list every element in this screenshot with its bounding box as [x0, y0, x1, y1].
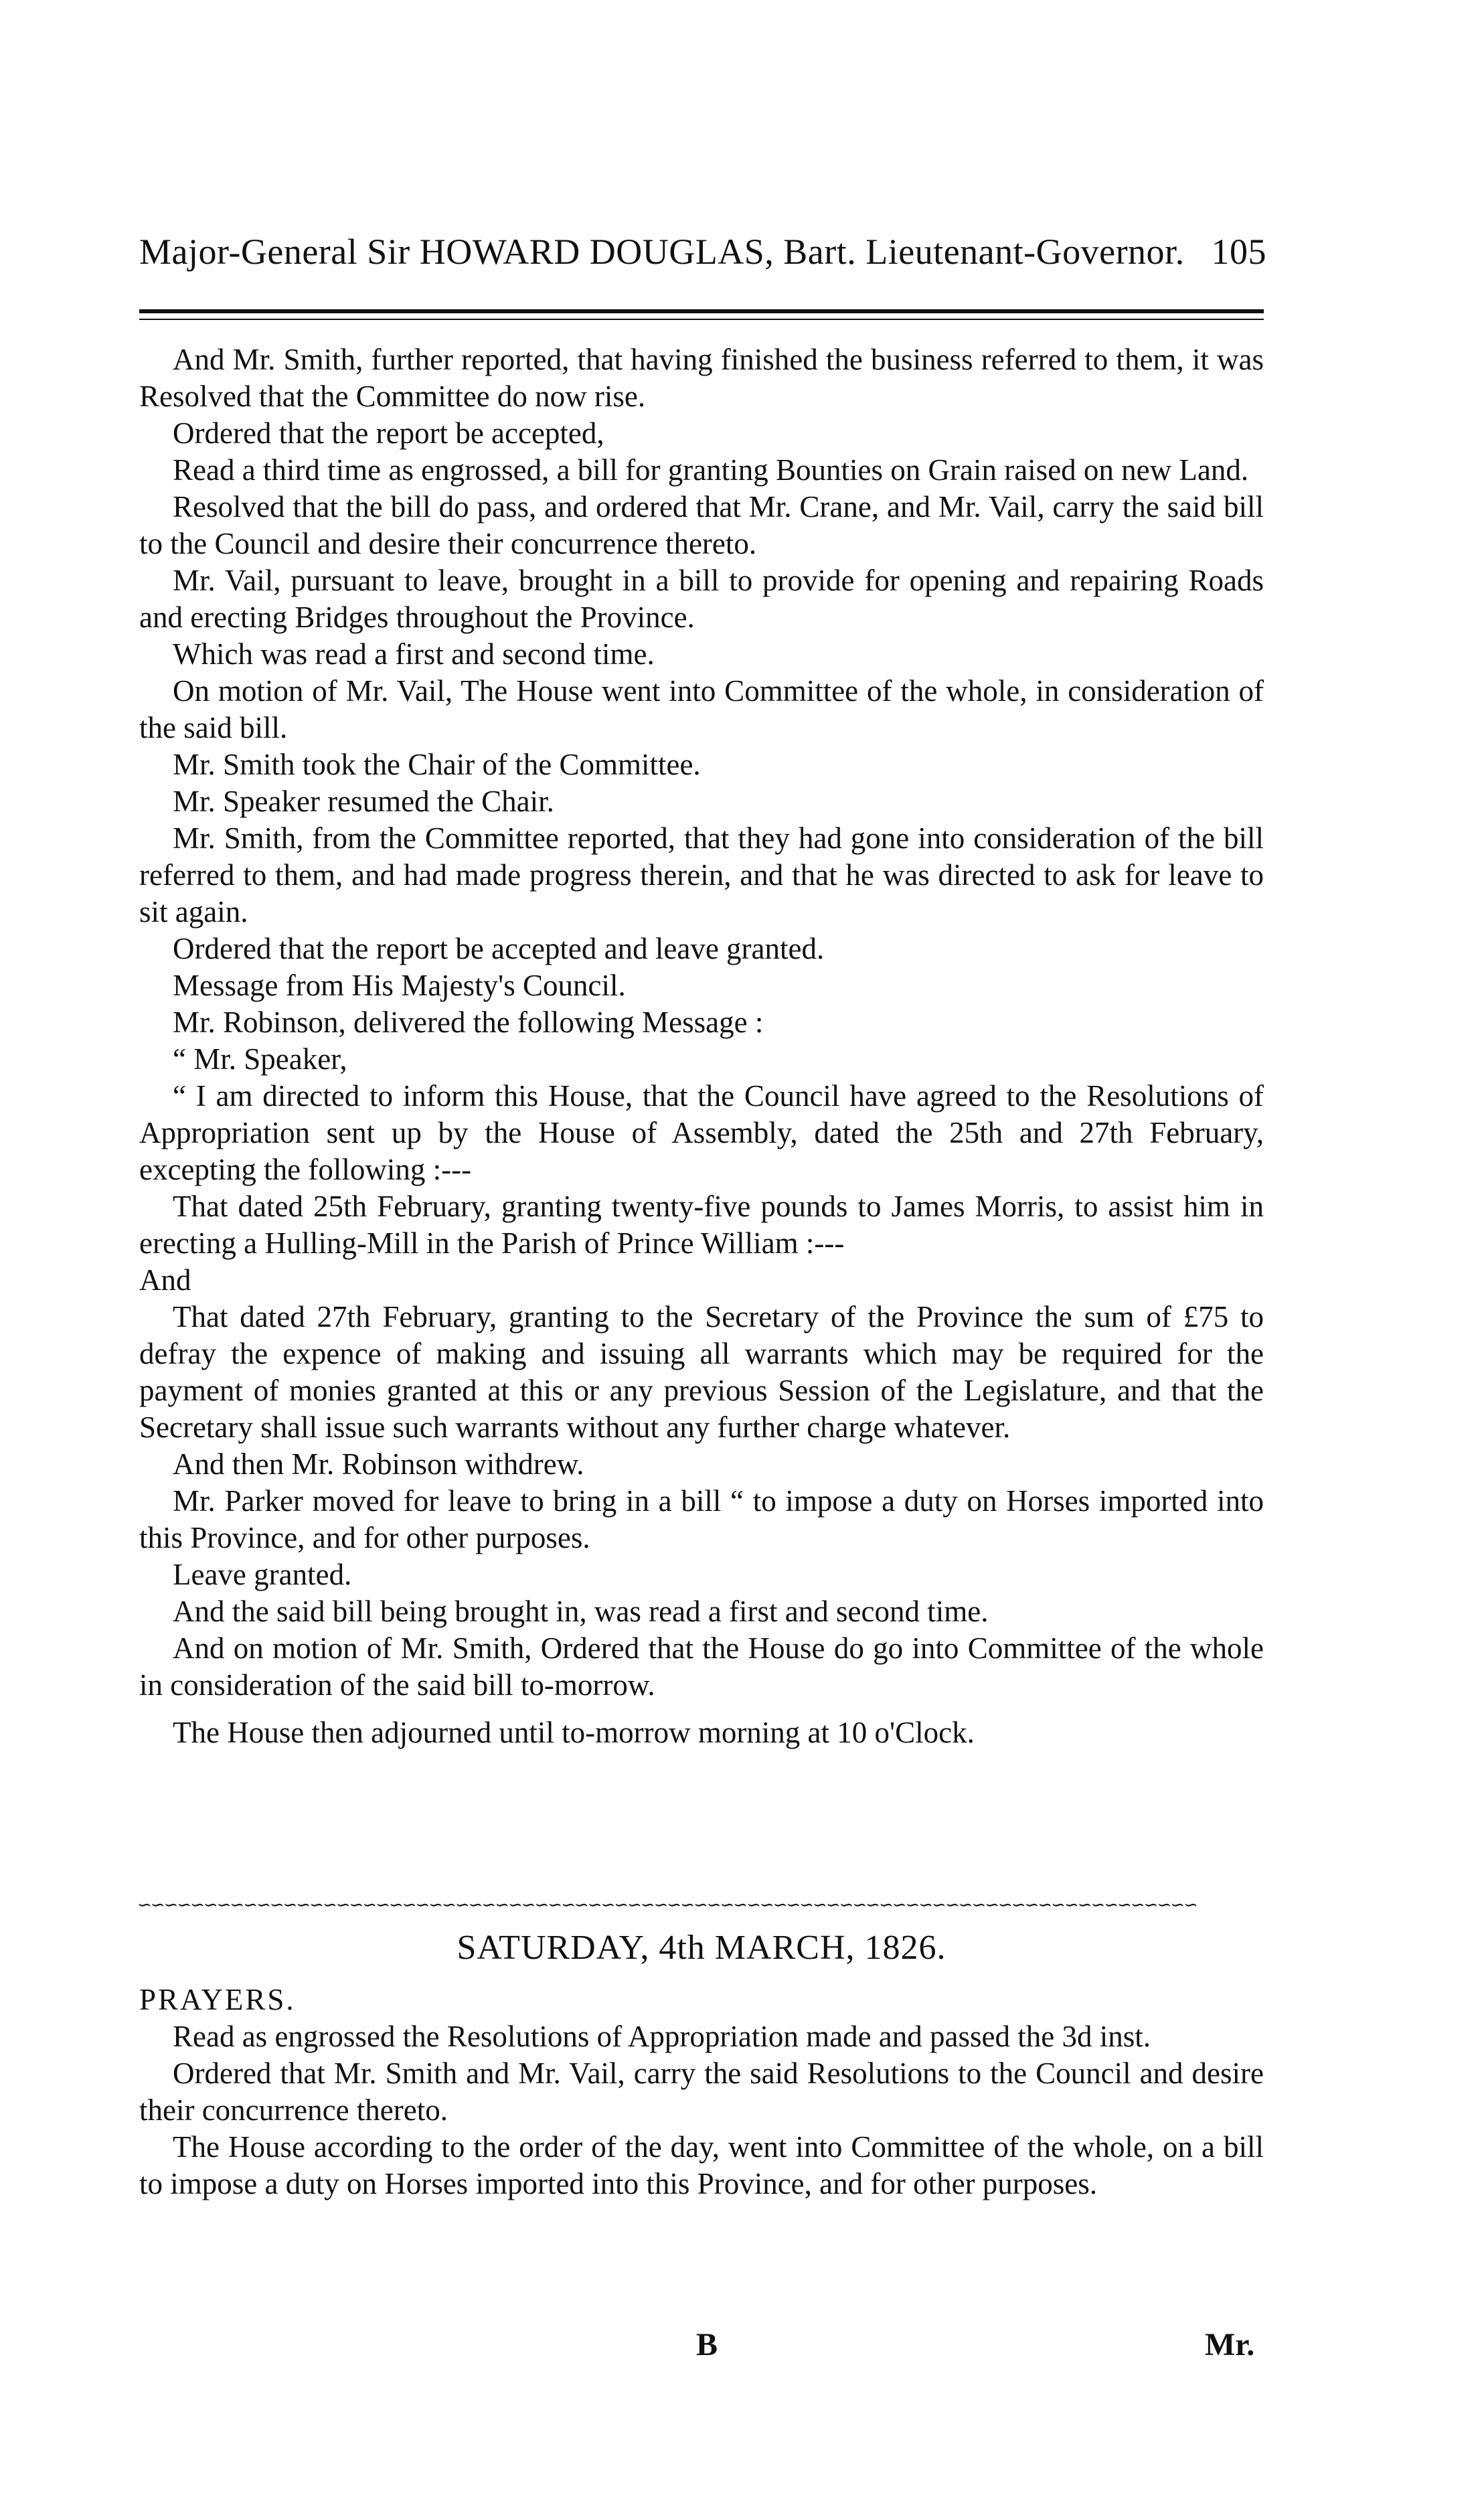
paragraph: Message from His Majesty's Council.: [173, 969, 626, 1002]
paragraph: Read as engrossed the Resolutions of Appropriation made and passed the 3d inst.: [173, 2020, 1151, 2053]
adjournment-paragraph: The House then adjourned until to-morrow morning at 10 o'Clock.: [173, 1716, 975, 1749]
paragraph: “ I am directed to inform this House, that the Council have agreed to the Resolutions of Appropriation sent up by the House of Assembly, dated the 25th and 27th February, excepting the following :---: [139, 1079, 1264, 1186]
header-rule-thick: [139, 309, 1264, 313]
paragraph: Mr. Speaker resumed the Chair.: [173, 785, 554, 818]
paragraph: Mr. Vail, pursuant to leave, brought in a bill to provide for opening and repairing Roads and erecting Bridges throughout the Province.: [139, 564, 1264, 634]
running-head: [139, 231, 1264, 272]
running-head-title: Major-General Sir HOWARD DOUGLAS, Bart. Lieutenant-Governor.: [139, 232, 1185, 272]
paragraph: Leave granted.: [173, 1558, 352, 1591]
signature-mark: B: [696, 2327, 718, 2362]
paragraph: And Mr. Smith, further reported, that having finished the business referred to them, it was Resolved that the Committee do now rise.: [139, 343, 1264, 413]
page-number: 105: [1211, 232, 1266, 272]
paragraph: On motion of Mr. Vail, The House went into Committee of the whole, in consideration of the said bill.: [139, 674, 1264, 744]
paragraph: Mr. Parker moved for leave to bring in a bill “ to impose a duty on Horses imported into this Province, and for other purposes.: [139, 1484, 1264, 1554]
paragraph: That dated 25th February, granting twenty-five pounds to James Morris, to assist him in erecting a Hulling-Mill in the Parish of Prince William :---: [139, 1190, 1264, 1260]
ornamental-divider: ∽∽∽∽∽∽∽∽∽∽∽∽∽∽∽∽∽∽∽∽∽∽∽∽∽∽∽∽∽∽∽∽∽∽∽∽∽∽∽∽∽∽∽∽∽∽∽∽∽∽∽∽∽∽∽∽∽∽∽∽∽∽∽∽∽∽∽∽∽∽∽∽∽∽∽∽∽∽∽∽: [137, 1895, 1197, 1915]
paragraph: Ordered that the report be accepted,: [173, 416, 604, 450]
catchword: Mr.: [1205, 2327, 1255, 2362]
day-proceedings-text: [139, 1982, 1264, 2202]
paragraph: And on motion of Mr. Smith, Ordered that the House do go into Committee of the whole in consideration of the said bill to-morrow.: [139, 1631, 1264, 1702]
paragraph: That dated 27th February, granting to the Secretary of the Province the sum of £75 to defray the expence of making and issuing all warrants which may be required for the payment of monies granted at this or any previous Session of the Legislature, and that the Secretary shall issue such warrants without any further charge whatever.: [139, 1300, 1264, 1444]
paragraph: And the said bill being brought in, was read a first and second time.: [173, 1595, 989, 1628]
paragraph: And: [139, 1263, 191, 1297]
paragraph: The House according to the order of the day, went into Committee of the whole, on a bill to impose a duty on Horses imported into this Province, and for other purposes.: [139, 2130, 1264, 2200]
day-heading: SATURDAY, 4th MARCH, 1826.: [457, 1929, 946, 1967]
paragraph: “ Mr. Speaker,: [173, 1042, 347, 1076]
paragraph: Mr. Smith took the Chair of the Committee.: [173, 748, 701, 781]
header-rule-thin: [139, 319, 1264, 320]
paragraph: Which was read a first and second time.: [173, 637, 655, 671]
paragraph: Resolved that the bill do pass, and ordered that Mr. Crane, and Mr. Vail, carry the said bill to the Council and desire their concurrence thereto.: [139, 490, 1264, 560]
paragraph: Ordered that Mr. Smith and Mr. Vail, carry the said Resolutions to the Council and desire their concurrence thereto.: [139, 2057, 1264, 2127]
paragraph: And then Mr. Robinson withdrew.: [173, 1447, 584, 1481]
paragraph: Read a third time as engrossed, a bill for granting Bounties on Grain raised on new Land.: [173, 453, 1249, 487]
paragraph: Mr. Smith, from the Committee reported, that they had gone into consideration of the bill referred to them, and had made progress therein, and that he was directed to ask for leave to sit again.: [139, 821, 1264, 929]
proceedings-text: [139, 341, 1264, 1751]
paragraph: Ordered that the report be accepted and leave granted.: [173, 932, 825, 965]
paragraph: Mr. Robinson, delivered the following Message :: [173, 1005, 764, 1039]
prayers-line: PRAYERS.: [139, 1983, 296, 2016]
